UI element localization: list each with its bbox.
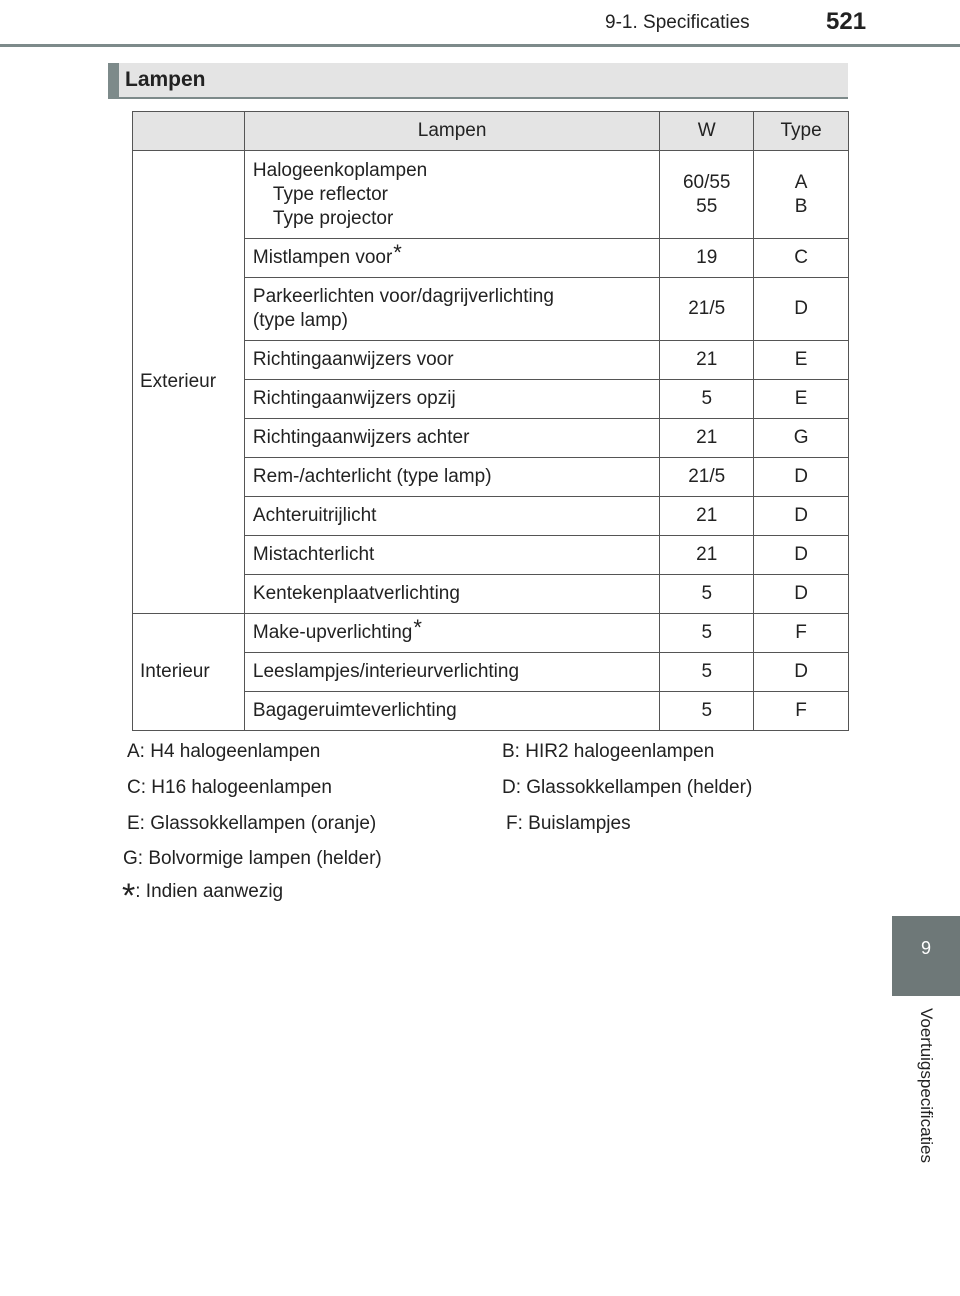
lamp-name: Richtingaanwijzers voor <box>244 341 659 380</box>
lamp-name-text: Make-upverlichting <box>252 622 413 643</box>
watt-value: 55 <box>696 195 718 217</box>
lamp-subline: Type reflector <box>272 183 389 205</box>
table-row <box>133 614 849 653</box>
footnote-text: : Indien aanwezig <box>135 881 284 902</box>
legend-a: A: H4 halogeenlampen <box>127 741 321 762</box>
footnote-symbol: * <box>122 877 136 915</box>
group-interieur: Interieur <box>133 614 245 731</box>
lamp-name: Leeslampjes/interieurverlichting <box>244 653 659 692</box>
header-section: 9-1. Specificaties <box>605 12 750 33</box>
lamp-table <box>132 111 849 731</box>
lamp-name: Richtingaanwijzers opzij <box>244 380 659 419</box>
header-type: Type <box>754 112 849 151</box>
section-title-bar <box>108 63 848 99</box>
chapter-label: Voertuigspecificaties <box>917 1008 936 1163</box>
lamp-name: Bagageruimteverlichting <box>244 692 659 731</box>
page-number: 521 <box>826 8 867 35</box>
lamp-watt: 5 <box>660 575 754 614</box>
section-title: Lampen <box>125 68 206 91</box>
lamp-line: Parkeerlichten voor/dagrijverlichting <box>252 286 554 307</box>
lamp-type: D <box>754 497 849 536</box>
lamp-type: D <box>754 278 849 341</box>
footnote <box>122 877 284 915</box>
chapter-number: 9 <box>920 938 931 958</box>
lamp-name <box>244 239 659 278</box>
lamp-name-koplampen <box>244 151 659 239</box>
title-accent <box>108 63 119 99</box>
lamp-type: D <box>754 653 849 692</box>
table-row <box>133 151 849 239</box>
type-value: B <box>794 195 808 217</box>
footnote-marker: * <box>413 614 422 640</box>
lamp-line: (type lamp) <box>252 310 348 331</box>
legend-f: F: Buislampjes <box>506 813 631 834</box>
legend-e: E: Glassokkellampen (oranje) <box>127 813 377 834</box>
legend-c: C: H16 halogeenlampen <box>127 777 332 798</box>
lamp-watt: 19 <box>660 239 754 278</box>
lamp-type: E <box>754 380 849 419</box>
watt-value: 60/55 <box>682 171 731 193</box>
lamp-type: C <box>754 239 849 278</box>
lamp-name: Kentekenplaatverlichting <box>244 575 659 614</box>
lamp-name <box>244 614 659 653</box>
chapter-tab <box>892 916 960 996</box>
lamp-name: Rem-/achterlicht (type lamp) <box>244 458 659 497</box>
header-w: W <box>660 112 754 151</box>
lamp-type <box>754 151 849 239</box>
lamp-type: D <box>754 536 849 575</box>
legend-b: B: HIR2 halogeenlampen <box>502 741 715 762</box>
lamp-name-text: Mistlampen voor <box>252 247 393 268</box>
table-header-row <box>133 112 849 151</box>
lamp-watt <box>660 151 754 239</box>
header-lampen: Lampen <box>244 112 659 151</box>
lamp-name: Mistachterlicht <box>244 536 659 575</box>
lamp-watt: 21 <box>660 536 754 575</box>
legend-d: D: Glassokkellampen (helder) <box>502 777 753 798</box>
lamp-watt: 5 <box>660 614 754 653</box>
lamp-watt: 5 <box>660 653 754 692</box>
chapter-label-tab <box>892 996 960 1196</box>
lamp-watt: 21 <box>660 419 754 458</box>
lamp-type: F <box>754 614 849 653</box>
lamp-subline: Type projector <box>272 207 394 229</box>
footnote-marker: * <box>393 239 402 265</box>
lamp-watt: 21 <box>660 497 754 536</box>
legend-g: G: Bolvormige lampen (helder) <box>123 848 382 869</box>
lamp-name: Achteruitrijlicht <box>244 497 659 536</box>
header-group <box>133 112 245 151</box>
lamp-watt: 21/5 <box>660 278 754 341</box>
lamp-line: Halogeenkoplampen <box>252 159 428 181</box>
lamp-name <box>244 278 659 341</box>
lamp-type: G <box>754 419 849 458</box>
lamp-watt: 21/5 <box>660 458 754 497</box>
group-exterieur: Exterieur <box>133 151 245 614</box>
type-value: A <box>794 171 808 193</box>
lamp-type: E <box>754 341 849 380</box>
lamp-watt: 21 <box>660 341 754 380</box>
lamp-type: D <box>754 458 849 497</box>
header-rule <box>0 44 960 47</box>
lamp-watt: 5 <box>660 692 754 731</box>
lamp-type: D <box>754 575 849 614</box>
lamp-watt: 5 <box>660 380 754 419</box>
lamp-name: Richtingaanwijzers achter <box>244 419 659 458</box>
lamp-type: F <box>754 692 849 731</box>
